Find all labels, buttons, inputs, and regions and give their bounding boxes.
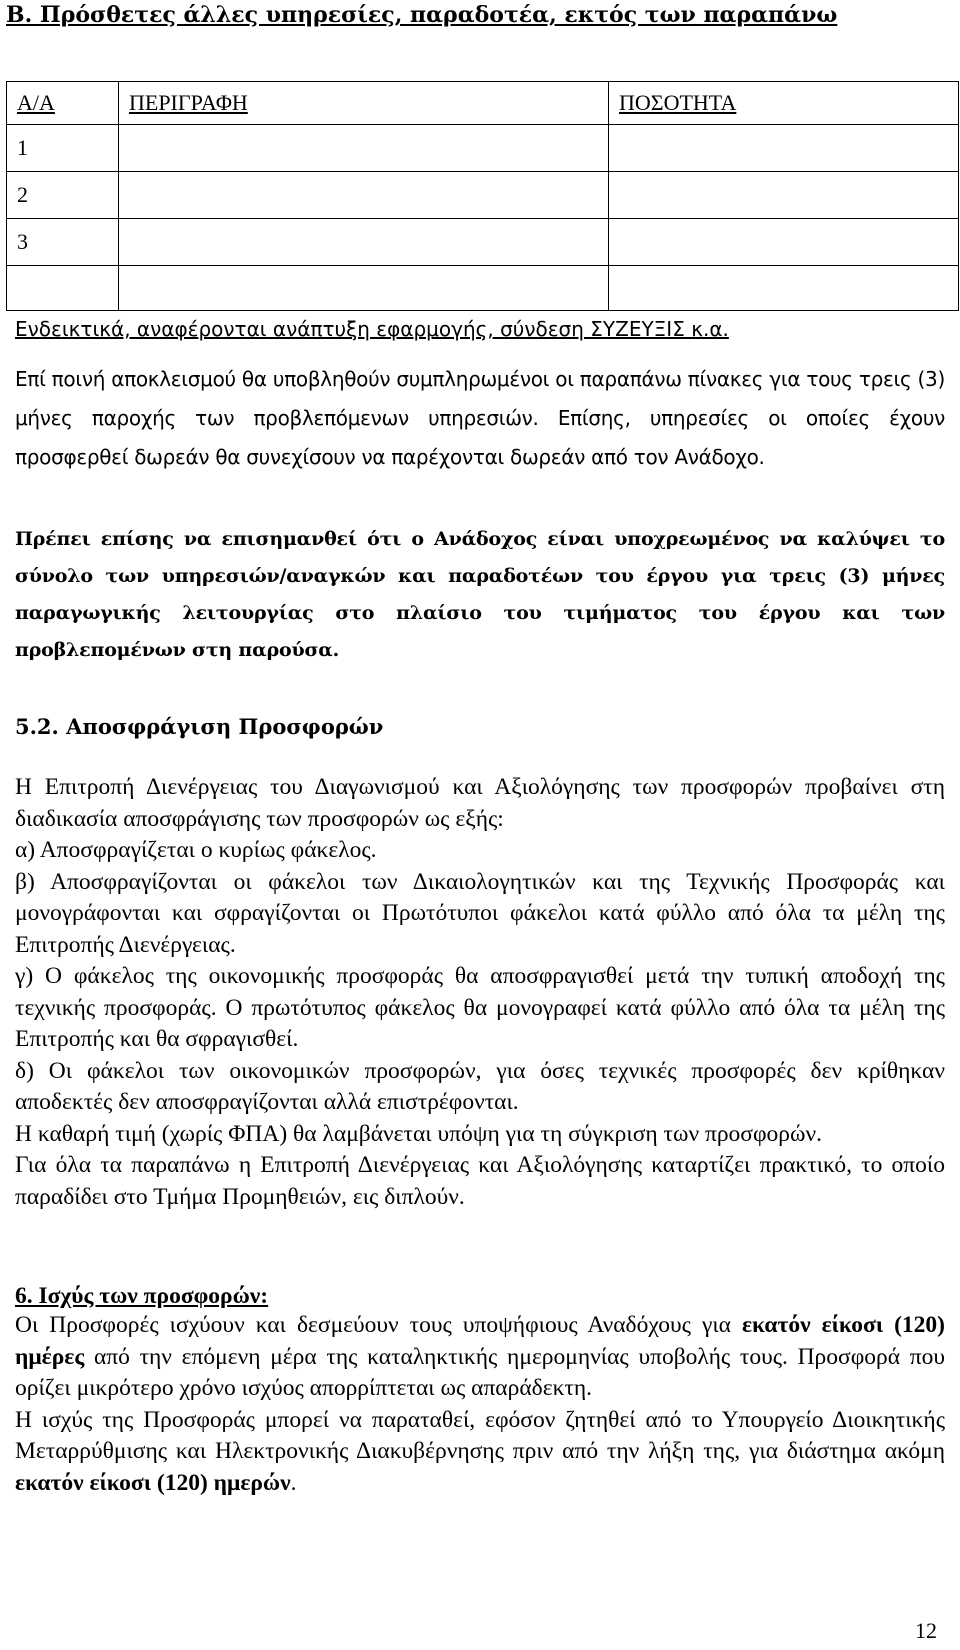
section-6-body xyxy=(15,1310,945,1499)
table-row xyxy=(7,266,959,311)
table-cell xyxy=(119,266,609,311)
paragraph: Η καθαρή τιμή (χωρίς ΦΠΑ) θα λαμβάνεται υπόψη για τη σύγκριση των προσφορών. xyxy=(15,1120,822,1147)
table-header-row xyxy=(7,82,959,125)
header-aa: Α/Α xyxy=(7,82,119,125)
section-5-2-title: 5.2. Αποσφράγιση Προσφορών xyxy=(15,714,384,739)
text-span: Η ισχύς της Προσφοράς μπορεί να παραταθεί, εφόσον ζητηθεί από το Υπουργείο Διοικητικής Μεταρρύθμισης και Ηλεκτρονικής Διακυβέρνησης πριν από την λήξη της, για διάστημα ακόμη xyxy=(15,1406,945,1464)
table-cell: 2 xyxy=(7,172,119,219)
bold-span: εκατόν είκοσι (120) ημέρες xyxy=(15,1312,945,1370)
table-row xyxy=(7,172,959,219)
paragraph: Για όλα τα παραπάνω η Επιτροπή Διενέργειας και Αξιολόγησης καταρτίζει πρακτικό, το οποίο παραδίδει στο Τμήμα Προμηθειών, εις διπλούν. xyxy=(15,1152,945,1210)
obligation-paragraph: Πρέπει επίσης να επισημανθεί ότι ο Ανάδοχος είναι υποχρεωμένος να καλύψει το σύνολο των υπηρεσιών/αναγκών και παραδοτέων του έργου για τρεις (3) μήνες παραγωγικής λειτουργίας στο πλαίσιο του τιμήματος του έργου και των προβλεπομένων στη παρούσα. xyxy=(15,528,945,661)
text-span: από την επόμενη μέρα της καταληκτικής ημερομηνίας υποβολής τους. Προσφορά που ορίζει μικρότερο χρόνο ισχύος απορρίπτεται ως απαράδεκτη. xyxy=(15,1343,945,1401)
section-b-heading: Β. Πρόσθετες άλλες υπηρεσίες, παραδοτέα, εκτός των παραπάνω xyxy=(6,2,838,28)
indicative-note: Ενδεικτικά, αναφέρονται ανάπτυξη εφαρμογής, σύνδεση ΣΥΖΕΥΞΙΣ κ.α. xyxy=(15,317,729,341)
penalty-paragraph: Επί ποινή αποκλεισμού θα υποβληθούν συμπληρωμένοι οι παραπάνω πίνακες για τους τρεις (3) μήνες παροχής των προβλεπόμενων υπηρεσιών. Επίσης, υπηρεσίες οι οποίες έχουν προσφερθεί δωρεάν θα συνεχίσουν να παρέχονται δωρεάν από τον Ανάδοχο. xyxy=(15,367,945,469)
table-cell xyxy=(609,172,959,219)
table-cell xyxy=(119,125,609,172)
table-cell xyxy=(119,219,609,266)
table-row xyxy=(7,219,959,266)
paragraph: Η Επιτροπή Διενέργειας του Διαγωνισμού και Αξιολόγησης των προσφορών προβαίνει στη διαδικασία αποσφράγισης των προσφορών ως εξής: xyxy=(15,774,945,832)
paragraph: γ) Ο φάκελος της οικονομικής προσφοράς θα αποσφραγισθεί μετά την τυπική αποδοχή της τεχνικής προσφοράς. Ο πρωτότυπος φάκελος θα μονογραφεί κατά φύλλο από όλα τα μέλη της Επιτροπής και θα σφραγισθεί. xyxy=(15,963,945,1052)
table-cell xyxy=(119,172,609,219)
paragraph xyxy=(15,1310,945,1405)
section-6-title: 6. Ισχύς των προσφορών: xyxy=(15,1283,269,1309)
text-span: . xyxy=(290,1469,297,1496)
bold-span: εκατόν είκοσι (120) ημερών xyxy=(15,1469,291,1496)
table-cell: 3 xyxy=(7,219,119,266)
services-table xyxy=(6,81,959,311)
header-quantity: ΠΟΣΟΤΗΤΑ xyxy=(609,82,959,125)
paragraph: α) Αποσφραγίζεται ο κυρίως φάκελος. xyxy=(15,837,377,863)
table-cell xyxy=(7,266,119,311)
table-cell xyxy=(609,219,959,266)
paragraph xyxy=(15,1405,945,1500)
text-span: Οι Προσφορές ισχύουν και δεσμεύουν τους υποψήφιους Αναδόχους για xyxy=(15,1312,742,1338)
section-5-2-body xyxy=(15,772,945,1213)
paragraph: δ) Οι φάκελοι των οικονομικών προσφορών, για όσες τεχνικές προσφορές δεν κρίθηκαν αποδεκτές δεν αποσφραγίζονται αλλά επιστρέφονται. xyxy=(15,1057,945,1115)
header-description: ΠΕΡΙΓΡΑΦΗ xyxy=(119,82,609,125)
table-cell xyxy=(609,125,959,172)
table-cell: 1 xyxy=(7,125,119,172)
page-number: 12 xyxy=(915,1618,937,1643)
table-row xyxy=(7,125,959,172)
paragraph: β) Αποσφραγίζονται οι φάκελοι των Δικαιολογητικών και της Τεχνικής Προσφοράς και μονογράφονται και σφραγίζονται οι Πρωτότυποι φάκελοι κατά φύλλο από όλα τα μέλη της Επιτροπής Διενέργειας. xyxy=(15,868,945,958)
table-cell xyxy=(609,266,959,311)
